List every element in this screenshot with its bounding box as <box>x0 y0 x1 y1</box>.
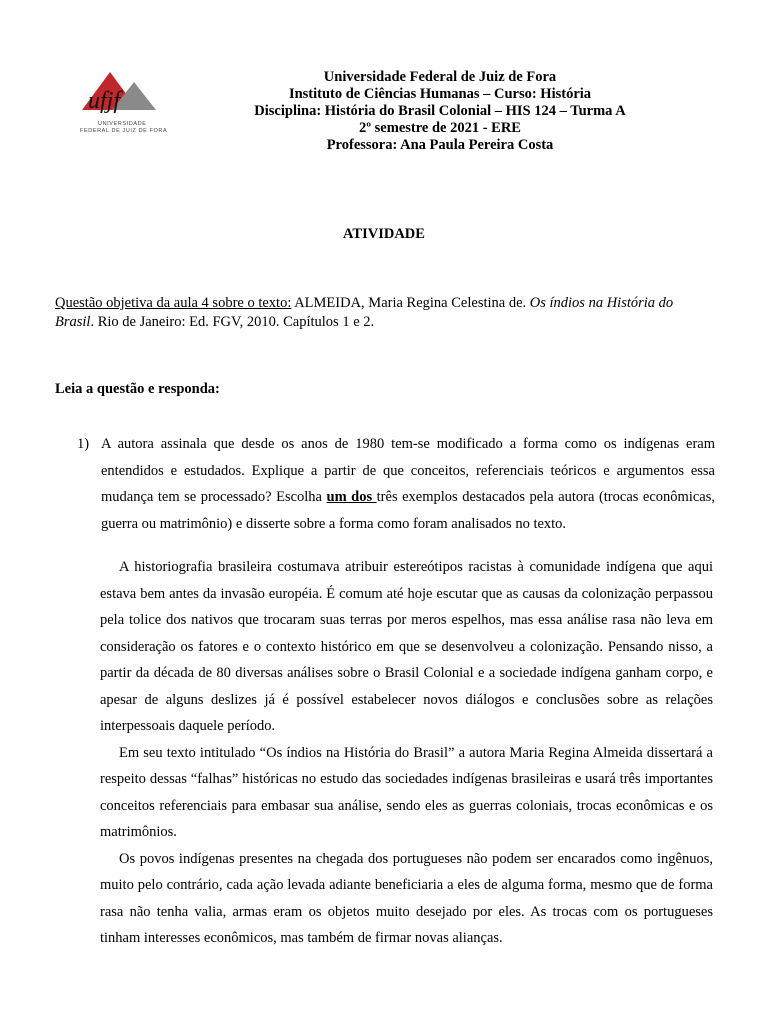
header-semester: 2º semestre de 2021 - ERE <box>359 120 521 136</box>
answer-paragraph: A historiografia brasileira costumava atribuir estereótipos racistas à comunidade indígena que aqui estava bem antes da invasão européia. É comum até hoje escutar que as causas da colonização perpassou pela tolice dos nativos que trocaram suas terras por meros espelhos, mas essa análise rasa não leva em consideração os fatores e o contexto histórico em que se desenvolveu a colonização. Pensando nisso, a partir da década de 80 diversas análises sobre o Brasil Colonial e a sociedade indígena ganham corpo, e apesar de alguns deslizes já é possível estabelecer novos diálogos e conclusões sobre as relações interpessoais daquele período. <box>100 559 713 734</box>
reference-label: Questão objetiva da aula 4 sobre o texto: <box>55 295 292 311</box>
header-institute: Instituto de Ciências Humanas – Curso: História <box>288 86 592 102</box>
question-text-part1: A autora assinala que desde os anos de 1980 tem-se modificado a forma como os indígenas eram entendidos e estudados. Explique a partir de que conceitos, referenciais teóricos e argumentos essa mudança tem se processado? Escolha <box>101 436 715 505</box>
question-number: 1) <box>77 436 90 452</box>
question-emphasis: um dos <box>326 489 377 505</box>
reference-publisher: . Rio de Janeiro: Ed. FGV, 2010. Capítulos 1 e 2. <box>90 314 375 330</box>
reference-book-title: Os índios na História do Brasil <box>55 295 674 330</box>
ufjf-logo <box>80 70 170 136</box>
header-professor: Professora: Ana Paula Pereira Costa <box>326 137 554 153</box>
document-header <box>200 69 680 154</box>
logo-text-line2: FEDERAL DE JUIZ DE FORA <box>80 128 168 134</box>
svg-text:ufjf: ufjf <box>88 88 121 114</box>
answer-body <box>100 554 713 952</box>
activity-title: ATIVIDADE <box>343 226 425 242</box>
question-text-part2: três exemplos destacados pela autora (trocas econômicas, guerra ou matrimônio) e disserte sobre a forma como foram analisados no texto. <box>101 489 715 532</box>
header-discipline: Disciplina: História do Brasil Colonial – HIS 124 – Turma A <box>254 103 626 119</box>
instruction-heading: Leia a questão e responda: <box>55 381 220 397</box>
logo-text-line1: UNIVERSIDADE <box>98 121 147 127</box>
answer-paragraph: Em seu texto intitulado “Os índios na História do Brasil” a autora Maria Regina Almeida dissertará a respeito dessas “falhas” históricas no estudo das sociedades indígenas brasileiras e usará três importantes conceitos referenciais para embasar sua análise, sendo eles as guerras coloniais, trocas econômicas e os matrimônios. <box>100 744 713 840</box>
question-text <box>101 431 715 537</box>
reference-author: ALMEIDA, Maria Regina Celestina de. <box>291 295 530 311</box>
reference-paragraph <box>55 294 715 332</box>
header-university: Universidade Federal de Juiz de Fora <box>323 69 557 85</box>
ufjf-logo-mark <box>80 70 170 120</box>
answer-paragraph: Os povos indígenas presentes na chegada dos portugueses não podem ser encarados como ingênuos, muito pelo contrário, cada ação levada adiante beneficiaria a eles de alguma forma, mesmo que de forma rasa não tenha valia, armas eram os objetos muito desejado por eles. As trocas com os portugueses tinham interesses econômicos, mas também de firmar novas alianças. <box>100 850 713 946</box>
